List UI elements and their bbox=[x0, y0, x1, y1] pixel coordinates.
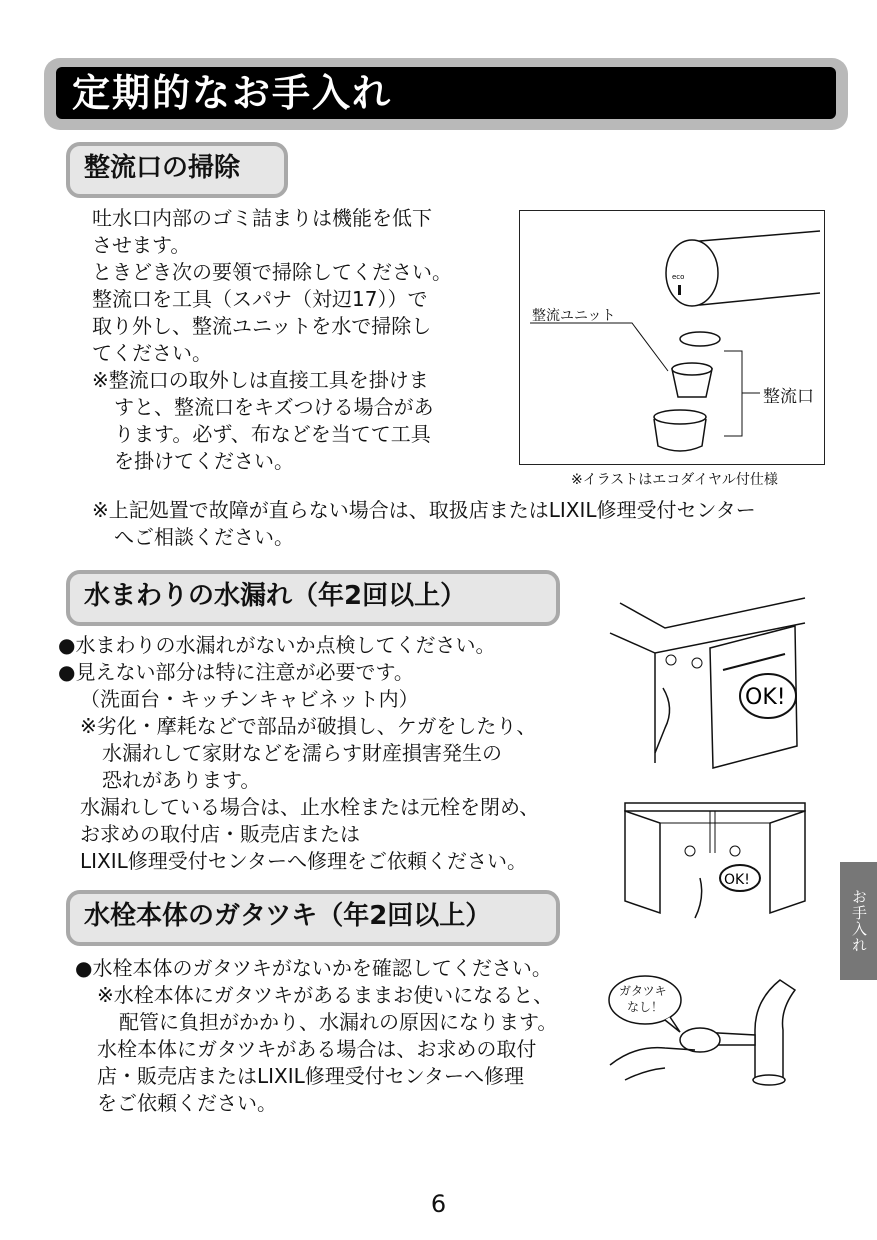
text-line: ※劣化・摩耗などで部品が破損し、ケガをしたり、 bbox=[80, 714, 537, 738]
text-line: ●水栓本体のガタツキがないかを確認してください。 bbox=[75, 956, 552, 980]
text-line: すと、整流口をキズつける場合があ bbox=[114, 395, 434, 419]
kitchen-cabinet-figure bbox=[620, 783, 810, 923]
figure-caption: ※イラストはエコダイヤル付仕様 bbox=[571, 472, 778, 488]
text-line: ります。必ず、布などを当てて工具 bbox=[114, 422, 431, 446]
text-line: お求めの取付店・販売店または bbox=[80, 822, 360, 846]
text-line: 整流口を工具（スパナ（対辺17））で bbox=[92, 287, 428, 311]
section-heading-water-leak: 水まわりの水漏れ（年2回以上） bbox=[66, 570, 560, 626]
text-line: （洗面台・キッチンキャビネット内） bbox=[80, 687, 419, 711]
text-line: ●水まわりの水漏れがないか点検してください。 bbox=[58, 633, 496, 657]
text-line: をご依頼ください。 bbox=[97, 1091, 277, 1115]
side-tab-maintenance: お手入れ bbox=[840, 862, 877, 980]
speech-bubble-line2: なし！ bbox=[627, 1000, 664, 1014]
text-line: 水栓本体にガタツキがある場合は、お求めの取付 bbox=[97, 1037, 537, 1061]
text-line: 水漏れして家財などを濡らす財産損害発生の bbox=[102, 741, 502, 765]
section-heading-faucet-wobble: 水栓本体のガタツキ（年2回以上） bbox=[66, 890, 560, 946]
section1-body bbox=[92, 205, 512, 475]
speech-bubble-line1: ガタツキ bbox=[619, 984, 667, 998]
section1-note bbox=[92, 497, 852, 551]
text-line: ※上記処置で故障が直らない場合は、取扱店またはLIXIL修理受付センター bbox=[92, 498, 756, 522]
page-title: 定期的なお手入れ bbox=[56, 67, 836, 119]
text-line: 店・販売店またはLIXIL修理受付センターへ修理 bbox=[97, 1064, 524, 1088]
text-line: へご相談ください。 bbox=[114, 525, 294, 549]
section-heading-outlet-cleaning: 整流口の掃除 bbox=[66, 142, 288, 198]
section2-body bbox=[58, 632, 598, 875]
label-aerator-unit: 整流ユニット bbox=[532, 308, 616, 324]
text-line: 水漏れしている場合は、止水栓または元栓を閉め、 bbox=[80, 795, 540, 819]
aerator-figure bbox=[519, 210, 825, 465]
text-line: 恐れがあります。 bbox=[102, 768, 261, 792]
text-line: ●見えない部分は特に注意が必要です。 bbox=[58, 660, 414, 684]
ok-label: OK! bbox=[745, 685, 786, 710]
text-line: させます。 bbox=[92, 233, 191, 257]
text-line: を掛けてください。 bbox=[114, 449, 294, 473]
vanity-cabinet-figure bbox=[605, 578, 815, 773]
text-line: てください。 bbox=[92, 341, 212, 365]
text-line: 取り外し、整流ユニットを水で掃除し bbox=[92, 314, 432, 338]
aerator-illustration bbox=[520, 211, 824, 464]
eco-mark: eco bbox=[672, 273, 685, 281]
text-line: 配管に負担がかかり、水漏れの原因になります。 bbox=[119, 1010, 558, 1034]
ok-label: OK! bbox=[724, 872, 750, 888]
section3-body bbox=[75, 955, 595, 1117]
text-line: 吐水口内部のゴミ詰まりは機能を低下 bbox=[92, 206, 432, 230]
text-line: ※整流口の取外しは直接工具を掛けま bbox=[92, 368, 429, 392]
text-line: ときどき次の要領で掃除してください。 bbox=[92, 260, 452, 284]
label-outlet: 整流口 bbox=[763, 387, 814, 407]
page-number: 6 bbox=[430, 1190, 447, 1218]
text-line: LIXIL修理受付センターへ修理をご依頼ください。 bbox=[80, 849, 527, 873]
faucet-figure bbox=[605, 970, 805, 1095]
text-line: ※水栓本体にガタツキがあるままお使いになると、 bbox=[97, 983, 554, 1007]
